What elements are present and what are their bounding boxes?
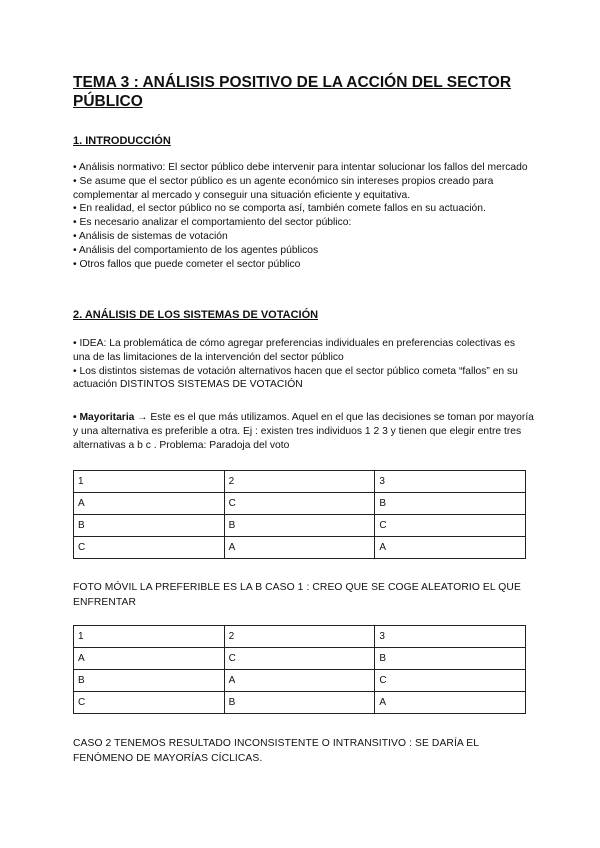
table-cell: C — [375, 670, 526, 692]
table-cell: B — [74, 670, 225, 692]
mayoritaria-paragraph — [73, 411, 535, 452]
bullet-other-failures: • Otros fallos que puede cometer el sector público — [73, 258, 301, 270]
table-cell: B — [375, 648, 526, 670]
section-1-bullets — [73, 161, 535, 271]
table-cell: A — [224, 537, 375, 559]
table-row — [74, 692, 526, 714]
section-2-bullets — [73, 337, 535, 392]
table-row — [74, 493, 526, 515]
bullet-voting-systems: • Análisis de sistemas de votación — [73, 230, 228, 242]
table-cell: 3 — [375, 626, 526, 648]
table-cell: A — [74, 648, 225, 670]
bullet-public-agents: • Análisis del comportamiento de los agentes públicos — [73, 244, 319, 256]
table-cell: B — [375, 493, 526, 515]
table-cell: C — [375, 515, 526, 537]
table-cell: A — [74, 493, 225, 515]
table-row — [74, 626, 526, 648]
table-cell: B — [74, 515, 225, 537]
bullet-assumption: • Se asume que el sector público es un agente económico sin intereses propios creado para complementar al mercado y conseguir una situación eficiente y equitativa. — [73, 175, 494, 201]
table-row — [74, 537, 526, 559]
bullet-idea: • IDEA: La problemática de cómo agregar preferencias individuales en preferencias colectivas es una de las limitaciones de la intervención del sector público — [73, 338, 516, 363]
page-title: TEMA 3 : ANÁLISIS POSITIVO DE LA ACCIÓN DEL SECTOR PÚBLICO — [73, 74, 512, 110]
table-row — [74, 471, 526, 493]
table-cell: C — [224, 648, 375, 670]
bullet-necessity: • Es necesario analizar el comportamiento del sector público: — [73, 217, 352, 229]
mayoritaria-text: → Este es el que más utilizamos. Aquel en el que las decisiones se toman por mayoría y una alternativa es preferible a otra. Ej : existen tres individuos 1 2 3 y tienen que elegir entre tres alternativas a b c . Problema: Paradoja del voto — [73, 412, 534, 451]
preference-table-2 — [73, 625, 526, 714]
table-cell: A — [224, 670, 375, 692]
preference-table-1 — [73, 470, 526, 559]
table-cell: 1 — [74, 626, 225, 648]
table-cell: A — [375, 692, 526, 714]
table-cell: 2 — [224, 471, 375, 493]
bullet-reality: • En realidad, el sector público no se comporta así, también comete fallos en su actuación. — [73, 203, 486, 215]
table-cell: B — [224, 692, 375, 714]
table-row — [74, 670, 526, 692]
table-cell: B — [224, 515, 375, 537]
section-2-heading: 2. ANÁLISIS DE LOS SISTEMAS DE VOTACIÓN — [73, 309, 319, 321]
table-cell: C — [74, 537, 225, 559]
bullet-normative: • Análisis normativo: El sector público debe intervenir para intentar solucionar los fallos del mercado — [73, 162, 528, 173]
table-cell: 3 — [375, 471, 526, 493]
table-row — [74, 648, 526, 670]
table-cell: 2 — [224, 626, 375, 648]
bullet-voting-failures: • Los distintos sistemas de votación alternativos hacen que el sector público cometa “fallos” en su actuación DISTINTOS SISTEMAS DE VOTACIÓN — [73, 365, 518, 391]
table-cell: C — [74, 692, 225, 714]
caption-case-2: CASO 2 TENEMOS RESULTADO INCONSISTENTE O INTRANSITIVO : SE DARÍA EL FENÓMENO DE MAYORÍAS CÍCLICAS. — [73, 738, 479, 764]
table-cell: C — [224, 493, 375, 515]
table-cell: 1 — [74, 471, 225, 493]
table-cell: A — [375, 537, 526, 559]
table-row — [74, 515, 526, 537]
caption-case-1: FOTO MÓVIL LA PREFERIBLE ES LA B CASO 1 : CREO QUE SE COGE ALEATORIO EL QUE ENFRENTAR — [73, 582, 521, 608]
mayoritaria-label: • Mayoritaria — [73, 412, 135, 423]
section-1-heading: 1. INTRODUCCIÓN — [73, 135, 171, 147]
